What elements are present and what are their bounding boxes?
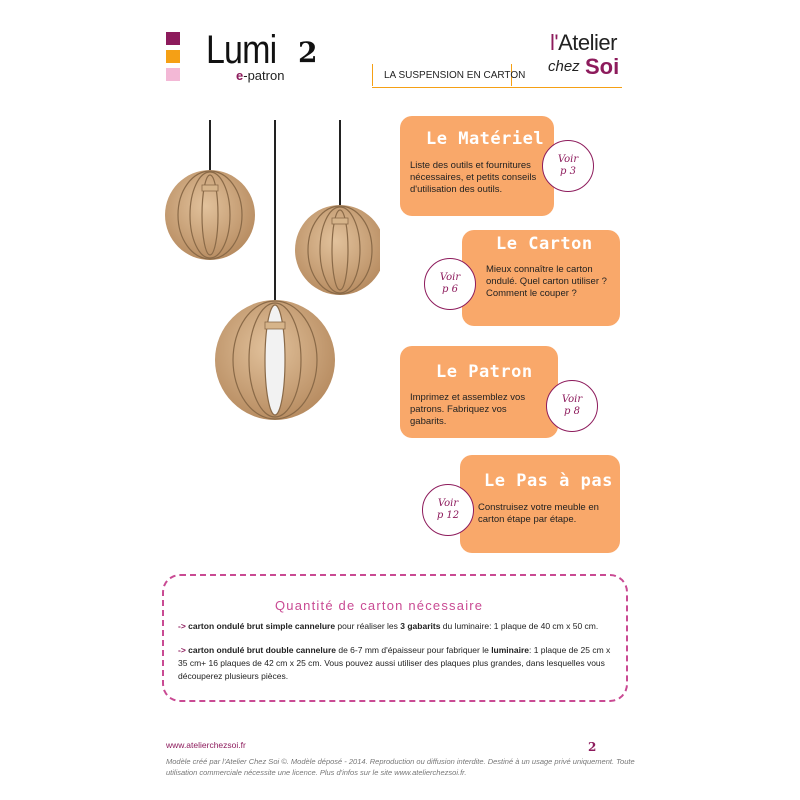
page-ref-number: p 12 xyxy=(436,510,460,521)
item1-bold2: 3 gabarits xyxy=(400,621,441,631)
color-swatch-plum xyxy=(166,32,180,45)
page-ref-number: p 8 xyxy=(564,406,580,417)
quantity-title: Quantité de carton nécessaire xyxy=(275,598,484,613)
lamp-small-left xyxy=(165,170,255,260)
arrow-icon: -> xyxy=(178,621,186,631)
page-ref-carton[interactable] xyxy=(424,258,476,310)
item2-bold2: luminaire xyxy=(491,645,529,655)
legal-notice: Modèle créé par l'Atelier Chez Soi ©. Modèle déposé - 2014. Reproduction ou diffusion interdite. Destiné à un usage privé uniquement. Toute utilisation commerciale nécessite une licence. Plus d'infos sur le site www.atelierchezsoi.fr. xyxy=(166,757,635,777)
page-ref-number: p 3 xyxy=(560,166,576,177)
lamp-large-center xyxy=(215,300,335,420)
page-ref-label: Voir xyxy=(561,394,583,405)
logo-accent: l' xyxy=(550,30,559,55)
brand-logo-line3: Soi xyxy=(585,54,620,79)
page-ref-label: Voir xyxy=(437,498,459,509)
item2-text1: de 6-7 mm d'épaisseur pour fabriquer le xyxy=(336,645,492,655)
footer-url-link[interactable]: www.atelierchezsoi.fr xyxy=(166,740,246,750)
lamp-small-right xyxy=(295,205,380,295)
card-title-carton: Le Carton xyxy=(496,234,593,254)
page-ref-materiel[interactable] xyxy=(542,140,594,192)
card-title-pas-a-pas: Le Pas à pas xyxy=(484,471,613,491)
item2-bold1: carton ondulé brut double cannelure xyxy=(188,645,336,655)
lamps-illustration xyxy=(160,110,380,430)
color-swatch-orange xyxy=(166,50,180,63)
logo-word: Atelier xyxy=(558,30,617,55)
page-ref-pas-a-pas[interactable] xyxy=(422,484,474,536)
quantity-item-single xyxy=(178,620,618,633)
card-text-materiel: Liste des outils et fournitures nécessaires, et petits conseils d'utilisation des outils. xyxy=(410,160,537,195)
arrow-icon: -> xyxy=(178,645,186,655)
header-underline xyxy=(372,87,622,88)
quantity-item-double xyxy=(178,644,618,683)
item1-text2: du luminaire: 1 plaque de 40 cm x 50 cm. xyxy=(440,621,599,631)
card-text-patron: Imprimez et assemblez vos patrons. Fabriquez vos gabarits. xyxy=(410,392,526,427)
card-text-carton: Mieux connaître le carton ondulé. Quel carton utiliser ? Comment le couper ? xyxy=(486,264,607,299)
brand-logo-line2: chez xyxy=(548,58,580,75)
item1-text1: pour réaliser les xyxy=(335,621,401,631)
item1-bold1: carton ondulé brut simple cannelure xyxy=(188,621,336,631)
section-label: LA SUSPENSION EN CARTON xyxy=(384,70,526,81)
page-number: 2 xyxy=(588,740,597,754)
issue-number: 2 xyxy=(298,36,318,69)
document-subtitle xyxy=(236,68,284,83)
page-ref-label: Voir xyxy=(557,154,579,165)
subtitle-prefix: e xyxy=(236,68,244,83)
brand-logo-line1 xyxy=(550,30,617,56)
subtitle-suffix: -patron xyxy=(243,68,285,83)
document-title: Lumi xyxy=(206,28,277,72)
color-swatch-pink xyxy=(166,68,180,81)
card-title-patron: Le Patron xyxy=(436,362,533,382)
card-text-pas-a-pas: Construisez votre meuble en carton étape par étape. xyxy=(478,502,599,525)
page-ref-patron[interactable] xyxy=(546,380,598,432)
page-ref-number: p 6 xyxy=(442,284,458,295)
page-ref-label: Voir xyxy=(439,272,461,283)
item2-text2: : 1 plaque de 25 cm x 35 cm+ 16 plaques de 42 cm x 25 cm. Vous pouvez aussi utiliser des plaques plus grandes, dans lesquelles vous découperez plusieurs pièces. xyxy=(178,645,611,681)
card-title-materiel: Le Matériel xyxy=(426,129,545,149)
